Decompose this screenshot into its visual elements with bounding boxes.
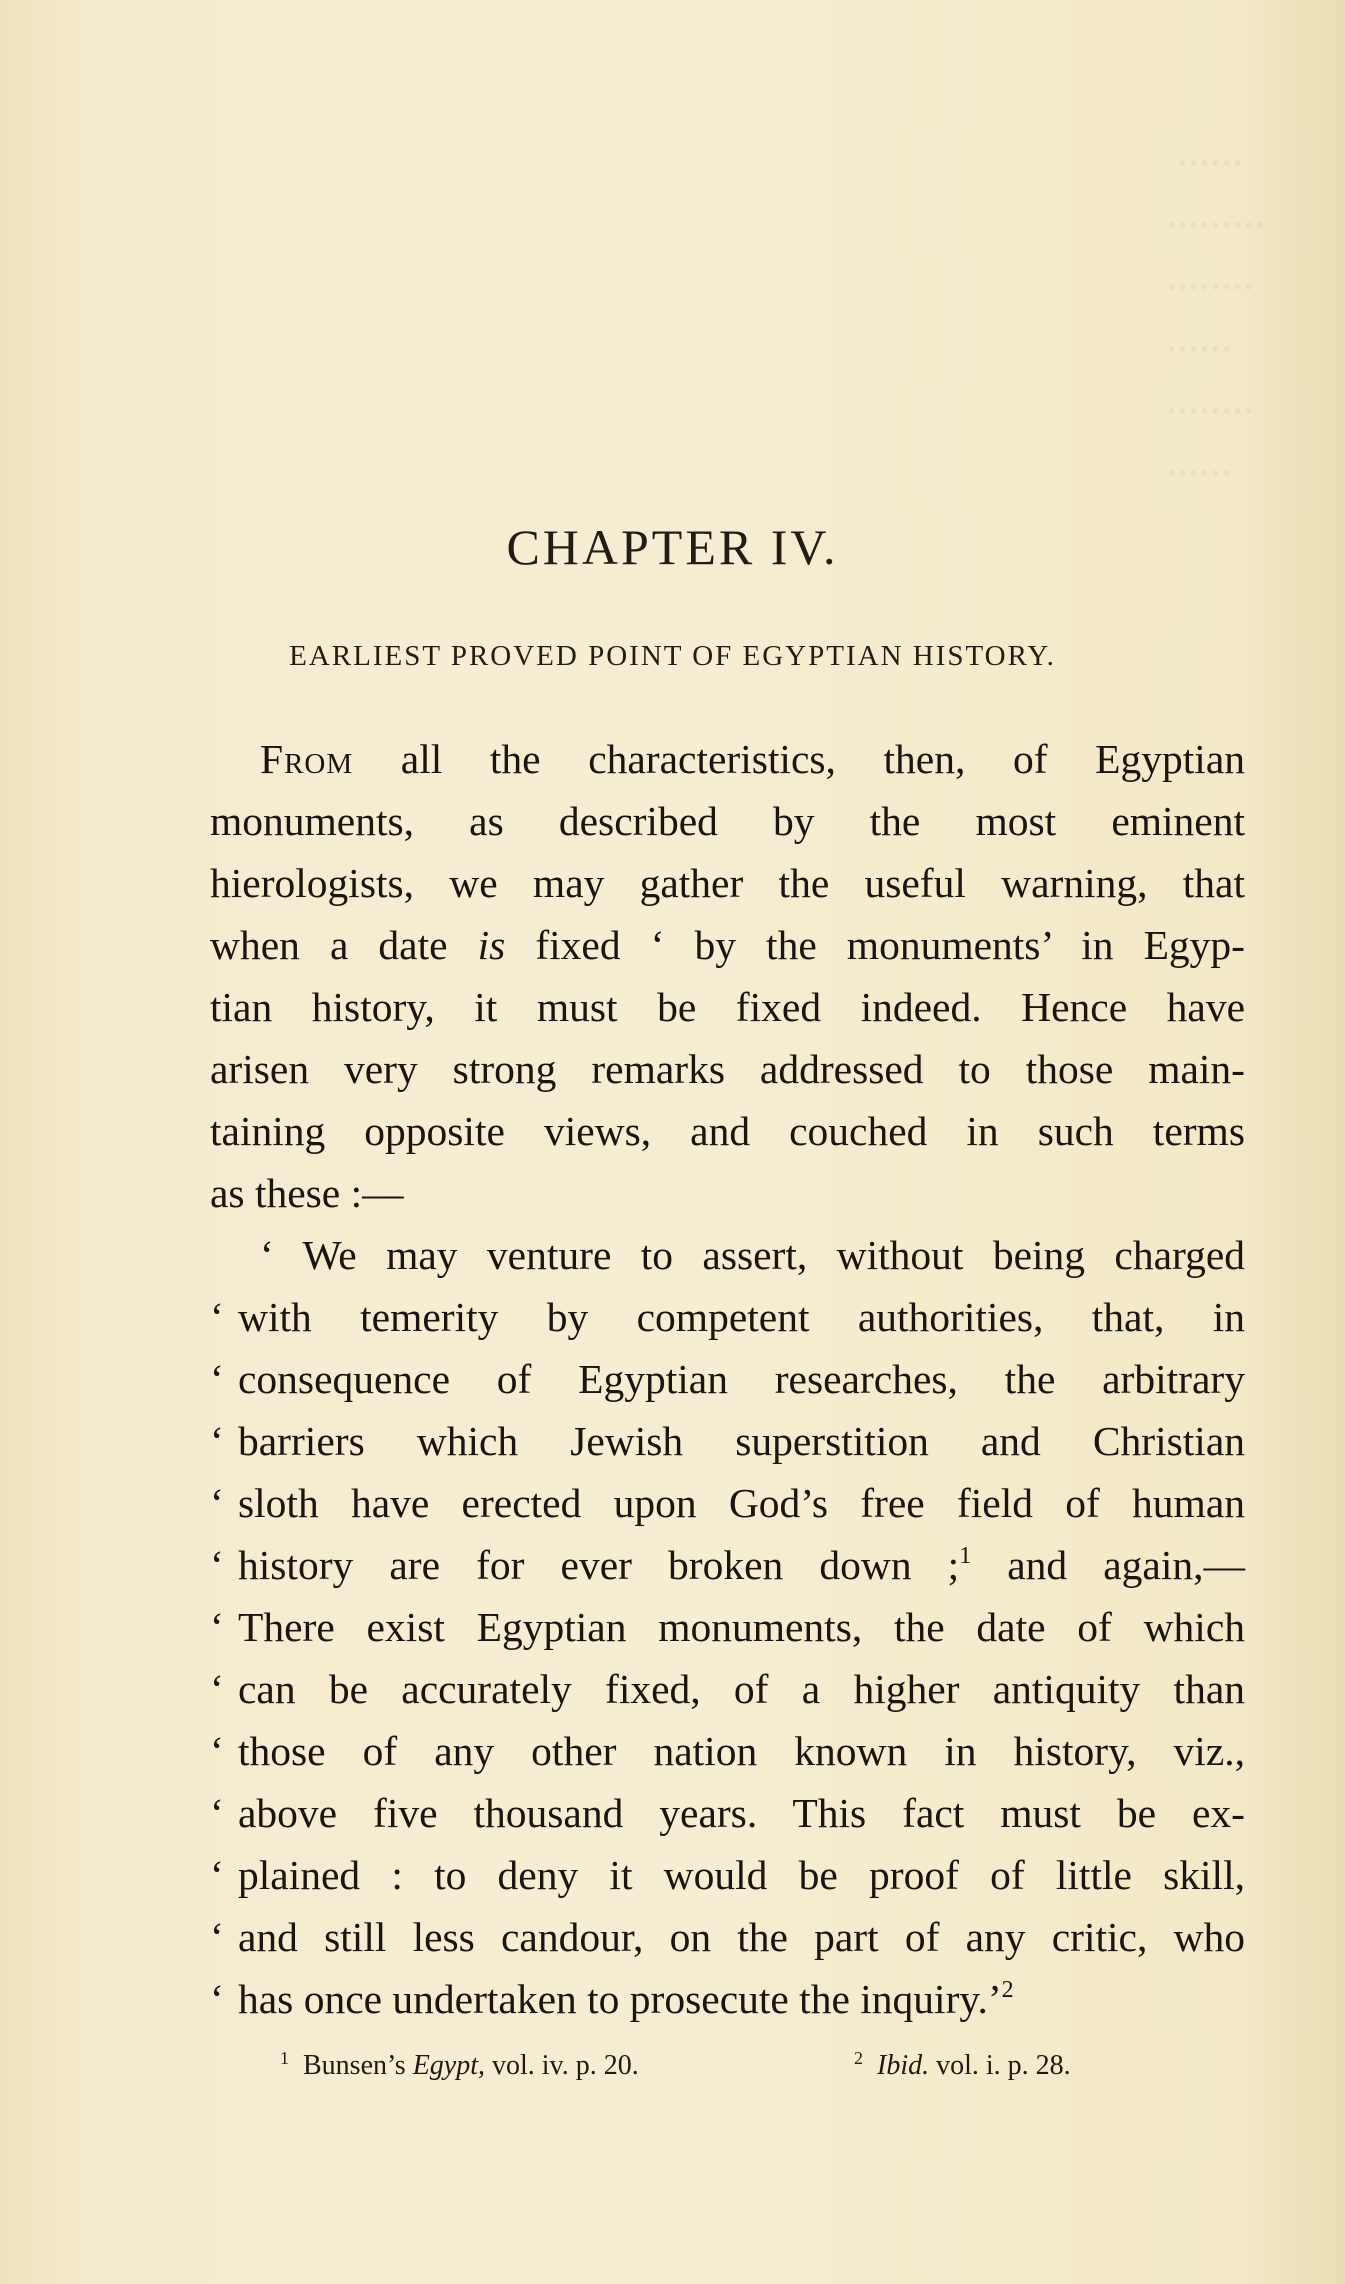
paragraph-line: arisen very strong remarks addressed to those main- bbox=[210, 1046, 1245, 1092]
quote-line: ‘ and still less candour, on the part of any critic, who bbox=[210, 1914, 1245, 1960]
paragraph-line: as these :— bbox=[210, 1170, 404, 1216]
quote-line: ‘ can be accurately fixed, of a higher antiquity than bbox=[210, 1666, 1245, 1712]
quote-line: ‘ above five thousand years. This fact must be ex- bbox=[210, 1790, 1245, 1836]
quote-line: ‘ We may venture to assert, without being charged bbox=[260, 1232, 1245, 1278]
footnote-ref: 2 bbox=[1001, 1977, 1014, 2003]
quote-line: ‘ sloth have erected upon God’s free field of human bbox=[210, 1480, 1245, 1526]
quote-line: ‘ has once undertaken to prosecute the inquiry.’$^2$ bbox=[210, 1976, 1014, 2022]
paragraph-line: From all the characteristics, then, of Egyptian bbox=[260, 736, 1245, 782]
quote-line: ‘ barriers which Jewish superstition and Christian bbox=[210, 1418, 1245, 1464]
body-text bbox=[210, 728, 1245, 2030]
paragraph-line: taining opposite views, and couched in such terms bbox=[210, 1108, 1245, 1154]
quote-line: ‘ consequence of Egyptian researches, the arbitrary bbox=[210, 1356, 1245, 1402]
emphasis: is bbox=[477, 922, 506, 968]
paragraph-line: hierologists, we may gather the useful warning, that bbox=[210, 860, 1245, 906]
quote-line: ‘ history are for ever broken down ;$^1$ and again,— bbox=[210, 1542, 1245, 1588]
paragraph-line: tian history, it must be fixed indeed. Hence have bbox=[210, 984, 1245, 1030]
chapter-subtitle: EARLIEST PROVED POINT OF EGYPTIAN HISTORY. bbox=[289, 640, 1056, 672]
quote-line: ‘ plained : to deny it would be proof of little skill, bbox=[210, 1852, 1245, 1898]
bleed-through-text: ...... ......... ........ ...... ........ ...... bbox=[1166, 126, 1265, 485]
dropword: From bbox=[260, 736, 354, 782]
paragraph-line: when a date is fixed ‘ by the monuments’ in Egyp- bbox=[210, 922, 1245, 968]
quote-line: ‘ those of any other nation known in history, viz., bbox=[210, 1728, 1245, 1774]
quote-line: ‘ with temerity by competent authorities, that, in bbox=[210, 1294, 1245, 1340]
footnote-1: $^1$ Bunsen’s Egypt, vol. iv. p. 20. bbox=[280, 2048, 639, 2081]
chapter-heading: CHAPTER IV. bbox=[506, 519, 839, 575]
footnote-ref: 1 bbox=[959, 1543, 972, 1569]
footnote-2: $^2$ Ibid. vol. i. p. 28. bbox=[854, 2048, 1071, 2081]
paragraph-line: monuments, as described by the most eminent bbox=[210, 798, 1245, 844]
quote-line: ‘ There exist Egyptian monuments, the date of which bbox=[210, 1604, 1245, 1650]
